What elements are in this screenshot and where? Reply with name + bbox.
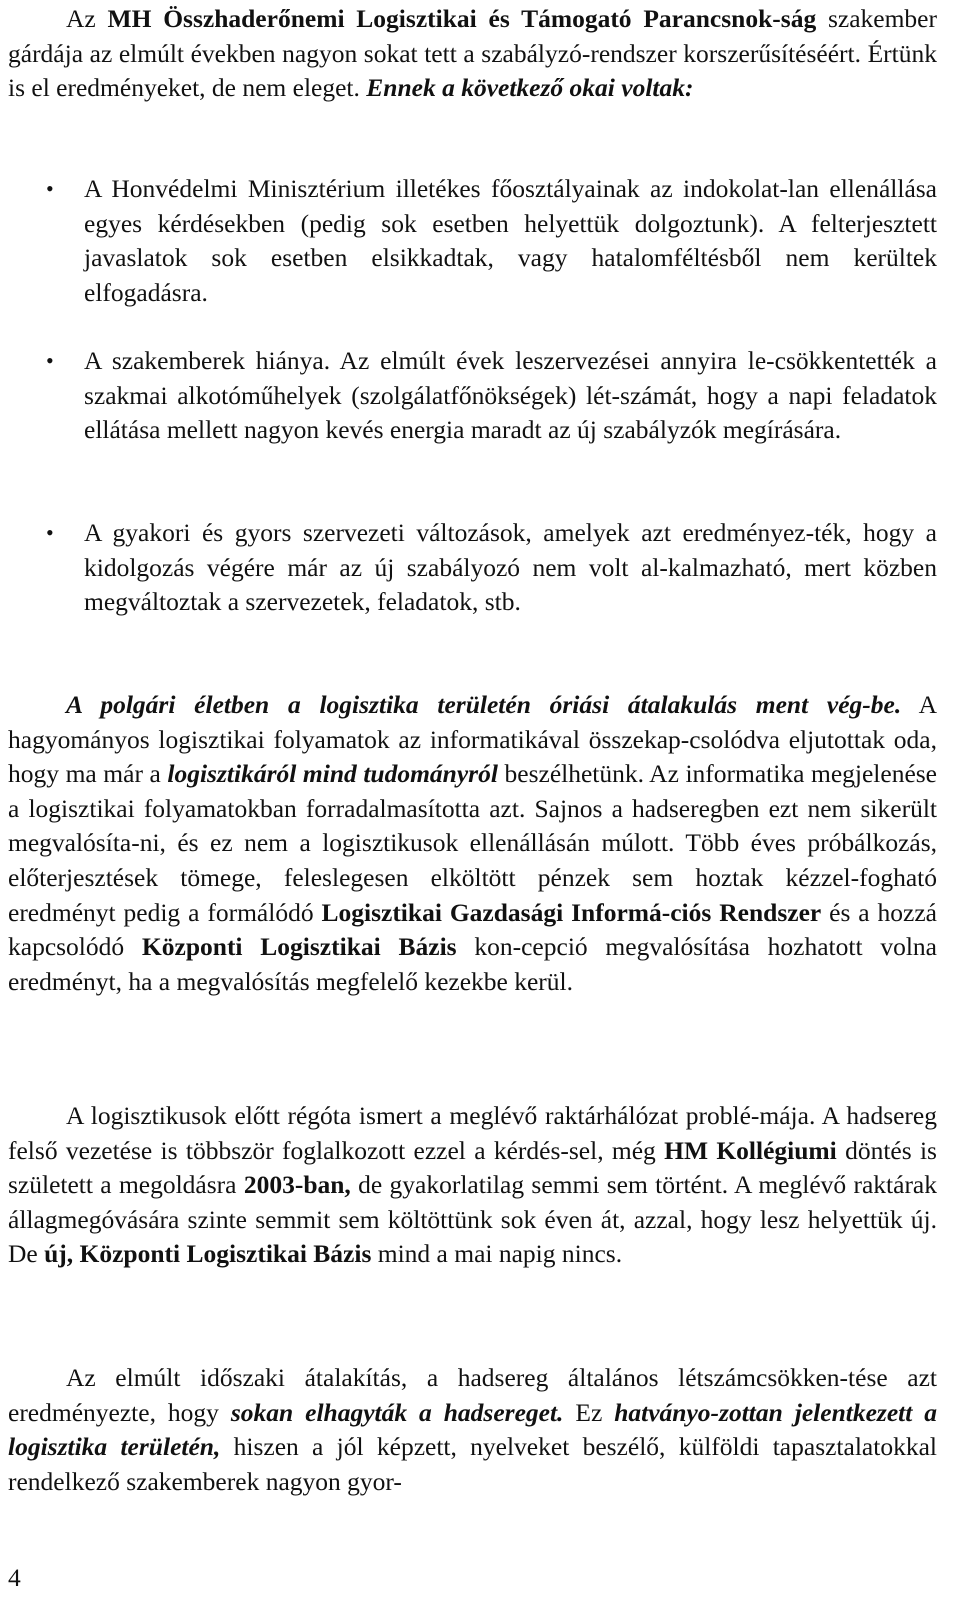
emphasis-text: sokan elhagyták a hadsereget. (230, 1397, 564, 1427)
intro-paragraph (8, 2, 937, 106)
text-run: beszélhetünk. Az informatika megjelenése a logisztikai folyamatokban forradalmasította azt. Sajnos a hadseregben ezt nem sikerült megvalósíta-ni, és ez nem a logisztikusok ellenállásán múlott. Több éves próbálkozás, előterjesztések tömege, feleslegesen elköltött pénzek sem hoztak kézzel-fogható eredményt pedig a formálódó (8, 759, 937, 927)
list-item-text: A gyakori és gyors szervezeti változások, amelyek azt eredményez-ték, hogy a kidolgozás végére már az új szabályozó nem volt al-kalmazható, mert közben megváltoztak a szervezetek, feladatok, stb. (84, 518, 937, 617)
list-item-text: A szakemberek hiánya. Az elmúlt évek leszervezései annyira le-csökkentették a szakmai alkotóműhelyek (szolgálatfőnökségek) lét-számát, hogy a napi feladatok ellátása mellett nagyon kevés energia maradt az új szabályzók megírására. (84, 346, 937, 445)
text-run: hiszen a jól képzett, nyelveket beszélő, külföldi tapasztalatokkal rendelkező szakemberek nagyon gyor- (8, 1432, 937, 1496)
list-item (8, 172, 937, 310)
organization-name: MH Összhaderőnemi Logisztikai és Támogató Parancsnok-ság (107, 4, 817, 33)
text-run: Az (66, 4, 108, 33)
text-run: és a hozzá kapcsolódó (8, 897, 937, 962)
emphasis-heading: Ennek a következő okai voltak: (366, 73, 694, 103)
text-run: Az elmúlt időszaki átalakítás, a hadsereg általános létszámcsökken-tése azt eredményezte, hogy (8, 1363, 937, 1427)
bold-term: HM Kollégiumi (664, 1135, 837, 1165)
text-run: mind a mai napig nincs. (371, 1239, 623, 1269)
text-run: A hagyományos logisztikai folyamatok az informatikával összekap-csolódva eljutottak oda, hogy ma már a (8, 690, 937, 789)
bold-term: Logisztikai Gazdasági Informá-ciós Rendszer (321, 897, 822, 927)
list-item-text: A Honvédelmi Minisztérium illetékes főosztályainak az indokolat-lan ellenállása egyes kérdésekben (pedig sok esetben helyettük dolgoztunk). A felterjesztett javaslatok sok esetben elsikkadtak, vagy hatalomféltésből nem kerültek elfogadásra. (84, 174, 937, 307)
bullet-icon: • (46, 520, 54, 545)
text-run: de gyakorlatilag semmi sem történt. A meglévő raktárak állagmegóvására szinte semmit sem költöttünk sok éven át, azzal, hogy lesz helyettük új. De (8, 1170, 938, 1269)
civil-logistics-paragraph (8, 688, 937, 999)
page-number: 4 (8, 1563, 21, 1592)
emphasis-text: A polgári életben a logisztika területén óriási átalakulás ment vég-be. (66, 690, 902, 719)
text-run: döntés is született a megoldásra (8, 1135, 937, 1200)
emphasis-text: logisztikáról mind tudományról (167, 759, 498, 789)
emphasis-text: hatványo-zottan jelentkezett a logisztika területén, (8, 1397, 937, 1462)
bullet-icon: • (46, 176, 54, 201)
text-run: A logisztikusok előtt régóta ismert a meglévő raktárhálózat problé-mája. A hadsereg felső vezetése is többször foglalkozott ezzel a kérdés-sel, még (8, 1101, 937, 1165)
text-run: szakember gárdája az elmúlt években nagyon sokat tett a szabályzó-rendszer korszerűsítéséért. Értünk is el eredményeket, de nem eleget. (8, 4, 937, 103)
list-item (8, 516, 937, 620)
bold-term: Központi Logisztikai Bázis (141, 932, 457, 962)
text-run: kon-cepció megvalósítása hozhatott volna eredményt, ha a megvalósítás megfelelő kezekbe kerül. (8, 932, 937, 996)
list-item (8, 344, 937, 448)
bold-term: 2003-ban, (243, 1170, 351, 1200)
bold-term: új, Központi Logisztikai Bázis (44, 1239, 372, 1269)
transformation-paragraph (8, 1361, 937, 1499)
text-run: Ez (563, 1397, 615, 1427)
warehouse-paragraph (8, 1099, 937, 1272)
bullet-icon: • (46, 348, 54, 373)
